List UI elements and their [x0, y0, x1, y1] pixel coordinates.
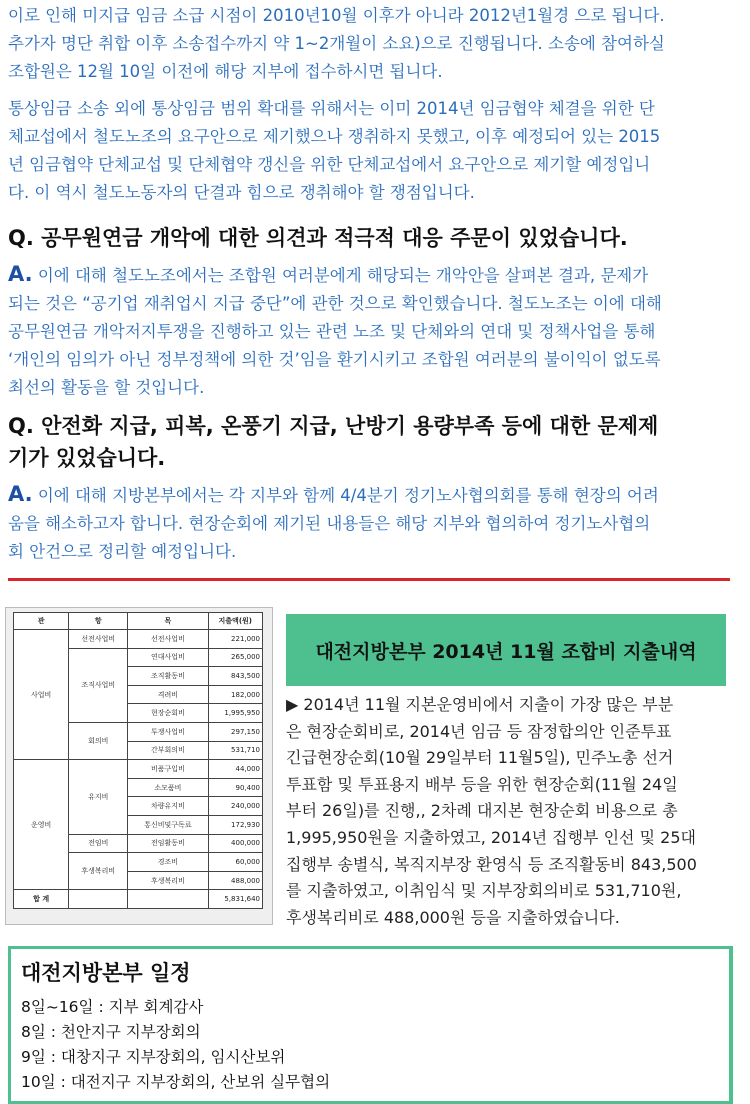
amount-cell: 221,000: [208, 630, 262, 649]
total-value: 5,831,640: [208, 890, 262, 909]
answer-line: 공무원연금 개악저지투쟁을 진행하고 있는 관련 노조 및 단체와의 연대 및 정책사업을 통해: [8, 322, 656, 341]
answer-line: 움을 해소하고자 합니다. 현장순회에 제기된 내용들은 해당 지부와 협의하여 정기노사협의: [8, 514, 651, 533]
mok-cell: 소모품비: [128, 778, 208, 797]
col-header: 목: [128, 613, 208, 630]
expense-description: [286, 692, 732, 931]
amount-cell: 60,000: [208, 853, 262, 872]
question-safety-shoes: [8, 410, 738, 474]
intro-line: 추가자 명단 취합 이후 소송접수까지 약 1~2개월이 소요)으로 진행됩니다. 소송에 참여하실: [8, 34, 665, 53]
expense-line: 은 현장순회비로, 2014년 임금 등 잠정합의안 인준투표: [286, 721, 672, 741]
mok-cell: 간부회의비: [128, 741, 208, 760]
mok-cell: 투쟁사업비: [128, 722, 208, 741]
hang-cell: 유지비: [69, 760, 128, 834]
hang-cell: 선전사업비: [69, 630, 128, 649]
answer-pension: [8, 260, 738, 402]
mok-cell: 후생복리비: [128, 871, 208, 890]
table-row: [14, 760, 263, 779]
hang-cell: 회의비: [69, 722, 128, 759]
expense-line: 후생복리비로 488,000원 등을 지출하였습니다.: [286, 907, 620, 927]
mok-cell: 격려비: [128, 685, 208, 704]
empty-cell: [128, 890, 208, 909]
question-line: Q. 공무원연금 개악에 대한 의견과 적극적 대응 주문이 있었습니다.: [8, 226, 628, 250]
schedule-box: [8, 946, 733, 1104]
table-header-row: [14, 613, 263, 630]
schedule-item: 8일~16일 : 지부 회계감사: [21, 998, 204, 1016]
question-line: 기가 있었습니다.: [8, 446, 166, 470]
amount-cell: 172,930: [208, 815, 262, 834]
schedule-item: 8일 : 천안지구 지부장회의: [21, 1023, 201, 1041]
amount-cell: 265,000: [208, 648, 262, 667]
schedule-title: 대전지방본부 일정: [21, 961, 191, 985]
expense-line: 1,995,950원을 지출하였고, 2014년 집행부 인선 및 25대: [286, 827, 696, 847]
answer-line: ‘개인의 임의가 아닌 정부정책에 의한 것’임을 환기시키고 조합원 여러분의 불이익이 없도록: [8, 350, 661, 369]
question-line: Q. 안전화 지급, 피복, 온풍기 지급, 난방기 용량부족 등에 대한 문제제: [8, 414, 659, 438]
mok-cell: 연대사업비: [128, 648, 208, 667]
amount-cell: 531,710: [208, 741, 262, 760]
mok-cell: 경조비: [128, 853, 208, 872]
wage-line: 체교섭에서 철도노조의 요구안으로 제기했으나 쟁취하지 못했고, 이후 예정되어 있는 2015: [8, 127, 661, 146]
hang-cell: 후생복리비: [69, 853, 128, 890]
amount-cell: 400,000: [208, 834, 262, 853]
hang-cell: 전임비: [69, 834, 128, 853]
expense-line: 투표함 및 투표용지 배부 등을 위한 현장순회(11월 24일: [286, 774, 678, 794]
expense-line: 긴급현장순회(10월 29일부터 11월5일), 민주노총 선거: [286, 748, 674, 768]
group-cell: 운영비: [14, 760, 69, 890]
empty-cell: [69, 890, 128, 909]
expense-header: [286, 614, 726, 686]
mok-cell: 선전사업비: [128, 630, 208, 649]
answer-line: 회 안건으로 정리할 예정입니다.: [8, 542, 237, 561]
answer-safety-shoes: [8, 480, 738, 566]
hang-cell: 조직사업비: [69, 648, 128, 722]
expense-line: 를 지출하였고, 이취임식 및 지부장회의비로 531,710원,: [286, 881, 682, 901]
answer-text: 이에 대해 지방본부에서는 각 지부와 함께 4/4분기 정기노사협의회를 통해 현장의 어려: [32, 486, 659, 505]
answer-line: [8, 260, 738, 290]
mok-cell: 비품구입비: [128, 760, 208, 779]
intro-line: 이로 인해 미지급 임금 소급 시점이 2010년10월 이후가 아니라 2012년1월경 으로 됩니다.: [8, 6, 665, 25]
amount-cell: 90,400: [208, 778, 262, 797]
amount-cell: 240,000: [208, 797, 262, 816]
wage-line: 통상임금 소송 외에 통상임금 범위 확대를 위해서는 이미 2014년 임금협약 체결을 위한 단: [8, 99, 655, 118]
expense-line: 부터 26일)를 진행,, 2차례 대지본 현장순회 비용으로 총: [286, 801, 678, 821]
mok-cell: 전임활동비: [128, 834, 208, 853]
answer-mark: A.: [8, 262, 33, 286]
table-row: [14, 630, 263, 649]
group-cell: 사업비: [14, 630, 69, 760]
wage-line: 다. 이 역시 철도노동자의 단결과 힘으로 쟁취해야 할 쟁점입니다.: [8, 183, 475, 202]
intro-paragraph: [8, 2, 738, 86]
expense-line: ▶ 2014년 11월 지본운영비에서 지출이 가장 많은 부분: [286, 695, 674, 714]
amount-cell: 843,500: [208, 667, 262, 686]
answer-text: 이에 대해 철도노조에서는 조합원 여러분에게 해당되는 개악안을 살펴본 결과, 문제가: [32, 266, 649, 285]
question-pension: [8, 222, 738, 254]
amount-cell: 44,000: [208, 760, 262, 779]
wage-line: 년 임금협약 단체교섭 및 단체협약 갱신을 위한 단체교섭에서 요구안으로 제기할 예정입니: [8, 155, 651, 174]
amount-cell: 488,000: [208, 871, 262, 890]
col-header: 관: [14, 613, 69, 630]
amount-cell: 1,995,950: [208, 704, 262, 723]
section-divider: [8, 578, 730, 581]
amount-cell: 297,150: [208, 722, 262, 741]
mok-cell: 현장순회비: [128, 704, 208, 723]
schedule-list: [21, 995, 330, 1095]
expense-table: [13, 612, 263, 909]
expense-header-title: 대전지방본부 2014년 11월 조합비 지출내역: [315, 640, 697, 663]
expense-line: 집행부 송별식, 복직지부장 환영식 등 조직활동비 843,500: [286, 854, 697, 874]
schedule-item: 9일 : 대창지구 지부장회의, 임시산보위: [21, 1048, 286, 1066]
mok-cell: 통신비및구독료: [128, 815, 208, 834]
total-label: 합 계: [14, 890, 69, 909]
amount-cell: 182,000: [208, 685, 262, 704]
col-header: 항: [69, 613, 128, 630]
answer-line: [8, 480, 738, 510]
intro-line: 조합원은 12월 10일 이전에 해당 지부에 접수하시면 됩니다.: [8, 62, 443, 81]
schedule-item: 10일 : 대전지구 지부장회의, 산보위 실무협의: [21, 1073, 331, 1091]
answer-line: 최선의 활동을 할 것입니다.: [8, 378, 205, 397]
mok-cell: 차량유지비: [128, 797, 208, 816]
answer-line: 되는 것은 “공기업 재취업시 지급 중단”에 관한 것으로 확인했습니다. 철도노조는 이에 대해: [8, 294, 662, 313]
answer-mark: A.: [8, 482, 33, 506]
table-total-row: [14, 890, 263, 909]
col-header: 지출액(원): [208, 613, 262, 630]
wage-paragraph: [8, 95, 738, 207]
mok-cell: 조직활동비: [128, 667, 208, 686]
expense-table-panel: [5, 607, 273, 925]
